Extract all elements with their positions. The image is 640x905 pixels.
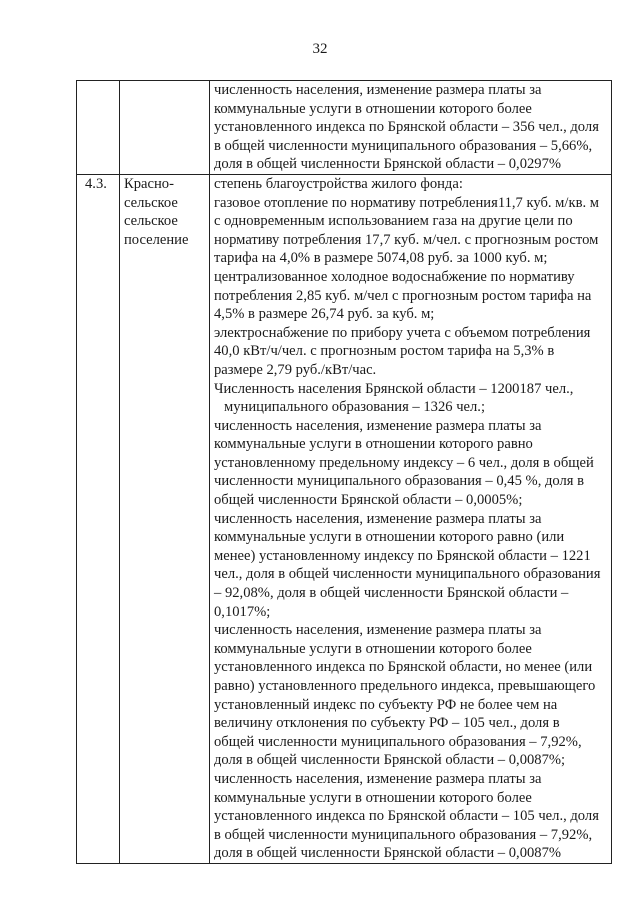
text-line: численности муниципального образования – 0,45 %, доля в	[214, 473, 585, 490]
settlement-name-cell	[120, 174, 210, 863]
text-line: установленного индекса по Брянской области – 356 чел., доля	[214, 119, 599, 136]
text-line: поселение	[124, 231, 189, 248]
text-line: 0,1017%;	[214, 603, 271, 620]
text-line: 40,0 кВт/ч/чел. с прогнозным ростом тарифа на 5,3% в	[214, 343, 555, 360]
text-line: электроснабжение по прибору учета с объемом потребления	[214, 324, 591, 341]
row-number-cell: 4.3.	[77, 174, 120, 863]
text-line: коммунальные услуги в отношении которого равно	[214, 436, 533, 453]
text-line: численность населения, изменение размера платы за	[214, 82, 542, 98]
description-cell	[210, 174, 612, 863]
text-line: численность населения, изменение размера платы за	[214, 770, 542, 787]
text-line: установленного индекса по Брянской области, но менее (или	[214, 659, 593, 676]
text-line: нормативу потребления 17,7 куб. м/чел. с прогнозным ростом	[214, 231, 599, 248]
text-line: муниципального образования – 1326 чел.;	[224, 399, 486, 416]
text-line: установленный индекс по субъекту РФ не более чем на	[214, 696, 558, 713]
text-line: доля в общей численности Брянской области – 0,0087%	[214, 845, 562, 862]
text-line: установленному предельному индексу – 6 чел., доля в общей	[214, 454, 594, 471]
text-line: потребления 2,85 куб. м/чел с прогнозным ростом тарифа на	[214, 287, 592, 304]
text-line: установленного индекса по Брянской области – 105 чел., доля	[214, 808, 599, 825]
text-line: чел., доля в общей численности муниципального образования	[214, 566, 601, 583]
text-line: в общей численности муниципального образования – 5,66%,	[214, 137, 593, 154]
municipal-data-table	[76, 80, 612, 864]
text-line: общей численности Брянской области – 0,0005%;	[214, 492, 523, 509]
text-line: в общей численности муниципального образования – 7,92%,	[214, 826, 593, 843]
description-cell	[210, 81, 612, 175]
text-line: общей численности муниципального образования – 7,92%,	[214, 733, 582, 750]
text-line: коммунальные услуги в отношении которого равно (или	[214, 529, 565, 546]
text-line: сельское	[124, 194, 178, 211]
text-line: Красно-	[124, 175, 174, 192]
text-line: численность населения, изменение размера платы за	[214, 622, 542, 639]
text-line: численность населения, изменение размера платы за	[214, 510, 542, 527]
text-line: – 92,08%, доля в общей численности Брянской области –	[214, 585, 569, 602]
text-line: газовое отопление по нормативу потребления11,7 куб. м/кв. м	[214, 194, 599, 211]
text-line: 4,5% в размере 26,74 руб. за куб. м;	[214, 306, 435, 323]
text-line: равно) установленного предельного индекса, превышающего	[214, 678, 596, 694]
text-line: доля в общей численности Брянской области – 0,0297%	[214, 156, 562, 173]
text-line: коммунальные услуги в отношении которого более	[214, 789, 532, 806]
text-line: менее) установленному индексу по Брянской области – 1221	[214, 547, 591, 564]
page-number: 32	[312, 41, 328, 57]
text-line: численность населения, изменение размера платы за	[214, 417, 542, 434]
table-row-continued	[77, 81, 612, 175]
text-line: коммунальные услуги в отношении которого более	[214, 100, 532, 117]
row-number-cell	[77, 81, 120, 175]
text-line: с одновременным использованием газа на другие цели по	[214, 213, 573, 230]
settlement-name-cell	[120, 81, 210, 175]
text-line: коммунальные услуги в отношении которого более	[214, 640, 532, 657]
text-line: размере 2,79 руб./кВт/час.	[214, 361, 377, 378]
table-row-4-3	[77, 174, 612, 863]
text-line: доля в общей численности Брянской области – 0,0087%;	[214, 752, 566, 769]
text-line: Численность населения Брянской области – 1200187 чел.,	[214, 380, 574, 397]
text-line: сельское	[124, 213, 178, 230]
text-line: тарифа на 4,0% в размере 5074,08 руб. за 1000 куб. м;	[214, 250, 548, 267]
text-line: степень благоустройства жилого фонда:	[214, 175, 463, 192]
text-line: величину отклонения по субъекту РФ – 105 чел., доля в	[214, 715, 560, 732]
text-line: централизованное холодное водоснабжение по нормативу	[214, 268, 575, 285]
